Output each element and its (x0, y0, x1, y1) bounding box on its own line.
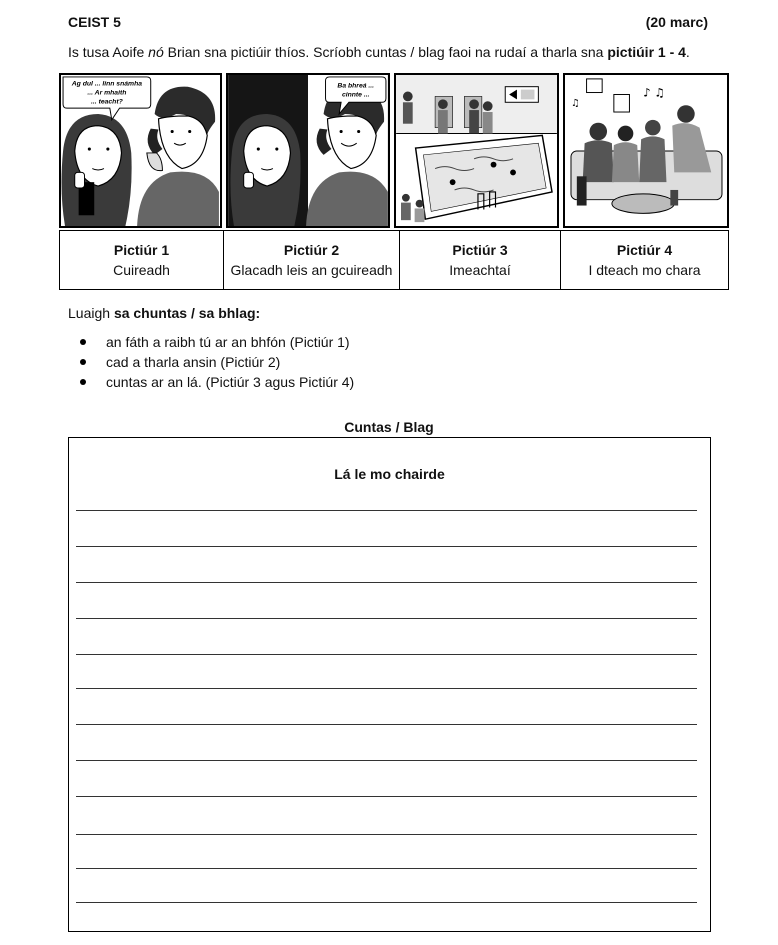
picture-caption: Glacadh leis an gcuireadh (230, 262, 393, 278)
picture-2-panel (226, 73, 390, 228)
answer-box-label: Cuntas / Blag (344, 419, 434, 435)
marks-label: (20 marc) (645, 14, 708, 30)
bubble-line: Ag dul ... linn snámha (71, 80, 143, 88)
svg-text:♫: ♫ (570, 98, 580, 110)
picture-4-panel (563, 73, 729, 228)
picture-caption: Cuireadh (113, 262, 170, 278)
writing-line[interactable] (76, 582, 697, 583)
question-number: CEIST 5 (68, 14, 121, 30)
writing-line[interactable] (76, 510, 697, 511)
mention-heading: Luaigh sa chuntas / sa bhlag: (68, 305, 261, 321)
swimming-pool-illustration (396, 75, 557, 226)
mention-list (80, 332, 354, 392)
bubble-line: ... teacht? (91, 98, 123, 106)
writing-line[interactable] (76, 546, 697, 547)
friends-house-illustration (565, 75, 727, 226)
writing-line[interactable] (76, 654, 697, 655)
picture-title: Pictiúr 2 (283, 242, 340, 258)
writing-line[interactable] (76, 834, 697, 835)
writing-line[interactable] (76, 796, 697, 797)
bubble-line: Ba bhreá ... (337, 82, 375, 90)
bubble-line: cinnte ... (341, 91, 370, 99)
accept-invitation-illustration (228, 75, 388, 226)
picture-captions-table (59, 230, 729, 290)
svg-text:♪ ♫: ♪ ♫ (643, 85, 665, 100)
picture-title: Pictiúr 3 (452, 242, 508, 258)
writing-line[interactable] (76, 618, 697, 619)
picture-1-cell (60, 231, 224, 290)
picture-2-cell (224, 231, 400, 290)
writing-line[interactable] (76, 724, 697, 725)
picture-1-panel (59, 73, 222, 228)
picture-4-cell (561, 231, 729, 290)
picture-3-panel (394, 73, 559, 228)
phone-call-illustration (61, 75, 220, 226)
picture-caption: Imeachtaí (449, 262, 511, 278)
writing-line[interactable] (76, 868, 697, 869)
list-item: cad a tharla ansin (Pictiúr 2) (80, 352, 354, 372)
writing-line[interactable] (76, 902, 697, 903)
list-item: an fáth a raibh tú ar an bhfón (Pictiúr 1) (80, 332, 354, 352)
picture-caption: I dteach mo chara (588, 262, 701, 278)
picture-strip (59, 73, 729, 228)
bubble-line: ... Ar mhaith (87, 89, 127, 97)
answer-title: Lá le mo chairde (334, 466, 445, 482)
writing-line[interactable] (76, 760, 697, 761)
picture-title: Pictiúr 1 (113, 242, 170, 258)
picture-3-cell (400, 231, 561, 290)
picture-title: Pictiúr 4 (616, 242, 673, 258)
list-item: cuntas ar an lá. (Pictiúr 3 agus Pictiúr 4) (80, 372, 354, 392)
answer-box[interactable] (68, 437, 711, 932)
writing-line[interactable] (76, 688, 697, 689)
instructions: Is tusa Aoife nó Brian sna pictiúir thíos. Scríobh cuntas / blag faoi na rudaí a tharla sna pictiúir 1 - 4. (68, 44, 690, 60)
